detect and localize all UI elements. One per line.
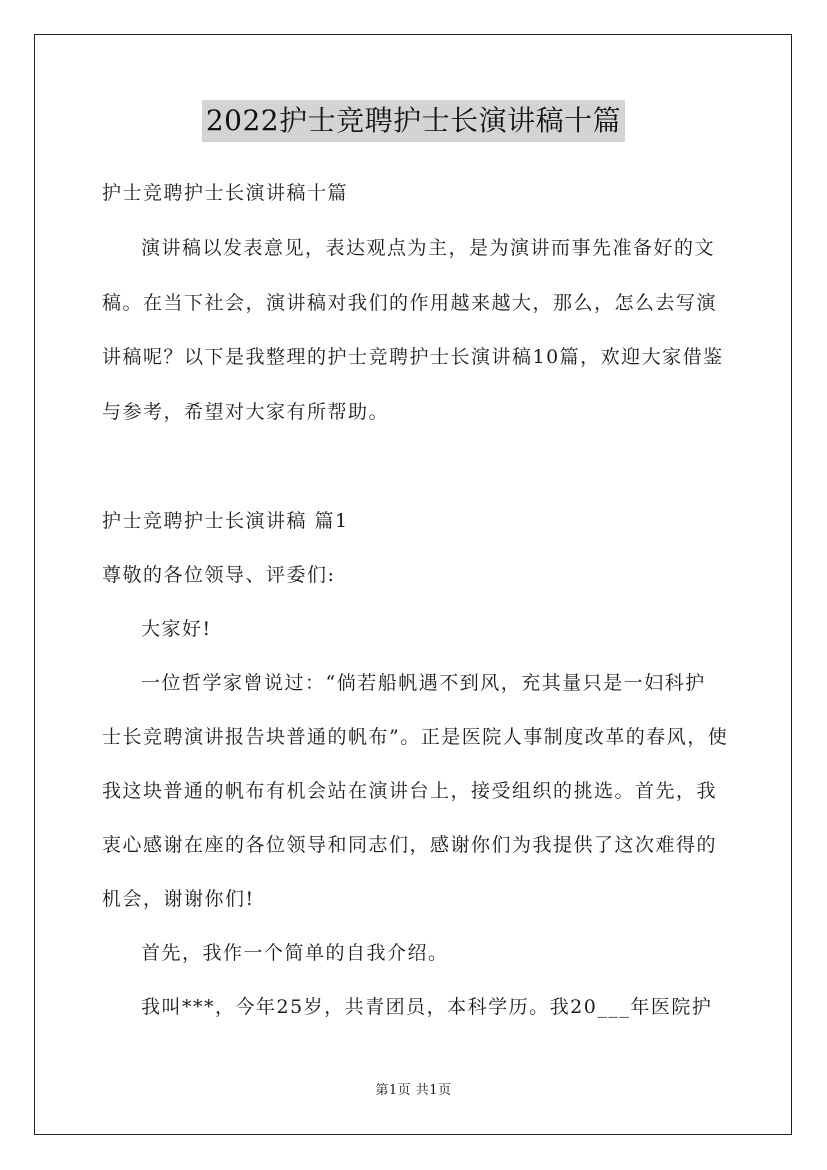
paragraph-line: 我这块普通的帆布有机会站在演讲台上，接受组织的挑选。首先，我	[102, 780, 718, 802]
intro-line: 稿。在当下社会，演讲稿对我们的作用越来越大，那么，怎么去写演	[102, 292, 718, 314]
paragraph-line: 我叫***，今年25岁，共青团员，本科学历。我20___年医院护	[141, 996, 713, 1018]
subtitle: 护士竞聘护士长演讲稿十篇	[102, 182, 349, 204]
paragraph-line: 机会，谢谢你们!	[102, 888, 255, 910]
intro-line: 与参考，希望对大家有所帮助。	[102, 401, 390, 423]
paragraph-line: 衷心感谢在座的各位领导和同志们，感谢你们为我提供了这次难得的	[102, 834, 718, 856]
paragraph-line: 首先，我作一个简单的自我介绍。	[141, 942, 449, 964]
title-container	[0, 100, 827, 142]
greeting: 大家好!	[141, 618, 212, 640]
section-heading: 护士竞聘护士长演讲稿 篇1	[102, 510, 349, 532]
document-title: 2022护士竞聘护士长演讲稿十篇	[202, 100, 625, 142]
intro-line: 演讲稿以发表意见，表达观点为主，是为演讲而事先准备好的文	[141, 237, 716, 259]
paragraph-line: 一位哲学家曾说过：“倘若船帆遇不到风，充其量只是一妇科护	[141, 672, 706, 694]
intro-line: 讲稿呢？以下是我整理的护士竞聘护士长演讲稿10篇，欢迎大家借鉴	[102, 346, 724, 368]
paragraph-line: 士长竞聘演讲报告块普通的帆布”。正是医院人事制度改革的春风，使	[102, 726, 729, 748]
page-footer: 第1页 共1页	[375, 1083, 452, 1098]
salutation: 尊敬的各位领导、评委们:	[102, 564, 336, 586]
